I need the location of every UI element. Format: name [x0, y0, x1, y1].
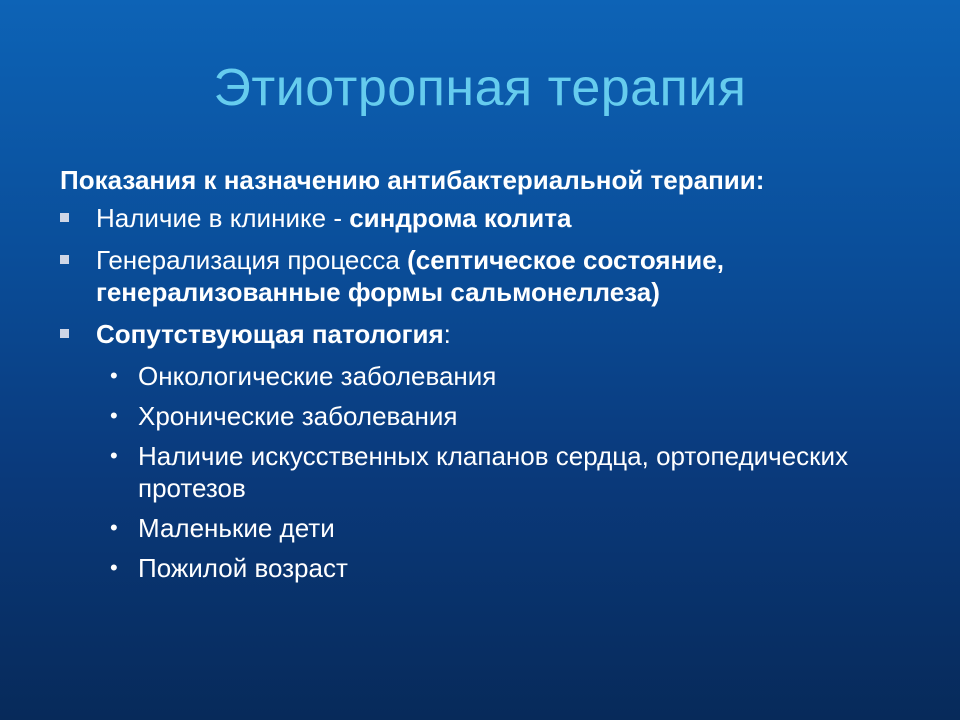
- slide-body: [60, 164, 920, 592]
- dot-bullet-icon: •: [110, 363, 118, 388]
- sub-item-text: Онкологические заболевания: [138, 361, 497, 391]
- dot-bullet-icon: •: [110, 555, 118, 580]
- list-item: [60, 202, 920, 234]
- sub-list-item: [60, 512, 920, 544]
- sub-item-text: Пожилой возраст: [138, 553, 348, 583]
- sub-item-text: Наличие искусственных клапанов сердца, ортопедических протезов: [138, 441, 849, 503]
- indications-heading: Показания к назначению антибактериальной терапии:: [60, 165, 765, 195]
- list-item: [60, 244, 920, 308]
- item-tail: :: [443, 319, 451, 349]
- sub-item-text: Хронические заболевания: [138, 401, 458, 431]
- item-bold-text: (септическое состояние, генерализованные формы сальмонеллеза): [96, 245, 724, 307]
- sub-list-item: [60, 440, 920, 504]
- dot-bullet-icon: •: [110, 443, 118, 468]
- item-text: Генерализация процесса: [96, 245, 408, 275]
- square-bullet-icon: [60, 255, 69, 264]
- item-bold-text: Сопутствующая патология: [96, 319, 444, 349]
- sub-list-item: [60, 400, 920, 432]
- sub-item-text: Маленькие дети: [138, 513, 335, 543]
- item-bold-text: синдрома колита: [349, 203, 572, 233]
- dot-bullet-icon: •: [110, 515, 118, 540]
- slide-title: Этиотропная терапия: [213, 59, 747, 117]
- dot-bullet-icon: •: [110, 403, 118, 428]
- item-text: Наличие в клинике -: [96, 203, 350, 233]
- sub-list-item: [60, 360, 920, 392]
- list-item: [60, 318, 920, 350]
- square-bullet-icon: [60, 213, 69, 222]
- sub-list-item: [60, 552, 920, 584]
- square-bullet-icon: [60, 329, 69, 338]
